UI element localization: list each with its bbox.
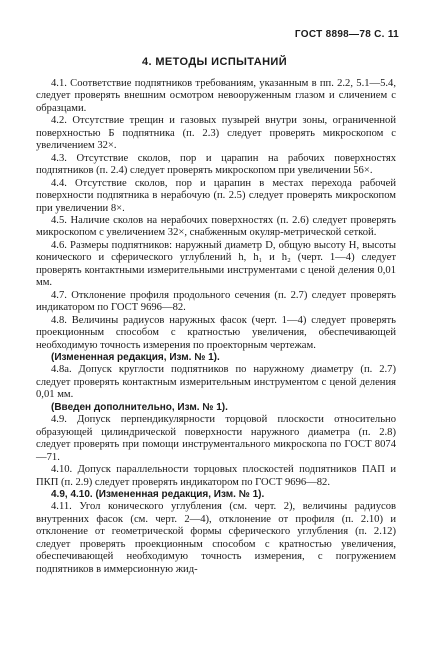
paragraph: 4.5. Наличие сколов на нерабочих поверхностях (п. 2.6) следует проверять микроскопом с увеличением 32×, снабженным окуляр-метрической сеткой.: [36, 214, 396, 239]
paragraph: 4.8а. Допуск круглости подпятников по наружному диаметру (п. 2.7) следует проверять контактным измерительным инструментом с ценой деления 0,01 мм.: [36, 364, 396, 401]
amendment-note: (Введен дополнительно, Изм. № 1).: [51, 401, 228, 413]
paragraph: 4.8. Величины радиусов наружных фасок (черт. 1—4) следует проверять проекционным способом с кратностью увеличения, обеспечивающей необходимую точность измерения по проекторным чертежам.: [36, 314, 396, 351]
amendment-note: (Измененная редакция, Изм. № 1).: [51, 351, 220, 363]
paragraph: 4.11. Угол конического углубления (см. черт. 2), величины радиусов внутренних фасок (см. черт. 2—4), отклонение от профиля (п. 2.10) и отклонение от геометрической формы сферического углубления (п. 2.12) следует проверять проекционным способом с кратностью увеличения, обеспечивающей необходимую точность измерения, с погружением подпятников в иммерсионную жид-: [36, 501, 396, 575]
page-header: ГОСТ 8898—78 С. 11: [294, 29, 399, 40]
paragraph: 4.6. Размеры подпятников: наружный диаметр D, общую высоту H, высоты конического и сферического углублений h, h₁ и h₂ (черт. 1—4) следует проверять контактными измерительными инструментами с ценой деления 0,01 мм.: [36, 239, 396, 289]
document-body: [36, 78, 396, 576]
paragraph: 4.10. Допуск параллельности торцовых плоскостей подпятников ПАП и ПКП (п. 2.9) следует проверять индикатором по ГОСТ 9696—82.: [36, 464, 396, 488]
section-title: 4. МЕТОДЫ ИСПЫТАНИЙ: [141, 56, 288, 68]
paragraph: 4.4. Отсутствие сколов, пор и царапин в местах перехода рабочей поверхности подпятника в нерабочую (п. 2.5) следует проверять микроскопом при увеличении 8×.: [36, 177, 396, 214]
paragraph: 4.7. Отклонение профиля продольного сечения (п. 2.7) следует проверять индикатором по ГОСТ 9696—82.: [36, 289, 396, 314]
paragraph: 4.1. Соответствие подпятников требованиям, указанным в пп. 2.2, 5.1—5.4, следует проверять внешним осмотром невооруженным глазом и сличением с образцами.: [36, 78, 396, 114]
amendment-note: 4.9, 4.10. (Измененная редакция, Изм. № 1).: [51, 488, 265, 500]
paragraph: 4.2. Отсутствие трещин и газовых пузырей внутри зоны, ограниченной поверхностью Б подпятника (п. 2.3) следует проверять микроскопом с увеличением 32×.: [36, 115, 396, 152]
paragraph: 4.9. Допуск перпендикулярности торцовой плоскости относительно образующей цилиндрической поверхности наружного диаметра (п. 2.8) следует проверять при помощи инструментального микроскопа по ГОСТ 8074—71.: [36, 414, 396, 463]
paragraph: 4.3. Отсутствие сколов, пор и царапин на рабочих поверхностях подпятников (п. 2.4) следует проверять микроскопом при увеличении 56×.: [36, 152, 396, 177]
